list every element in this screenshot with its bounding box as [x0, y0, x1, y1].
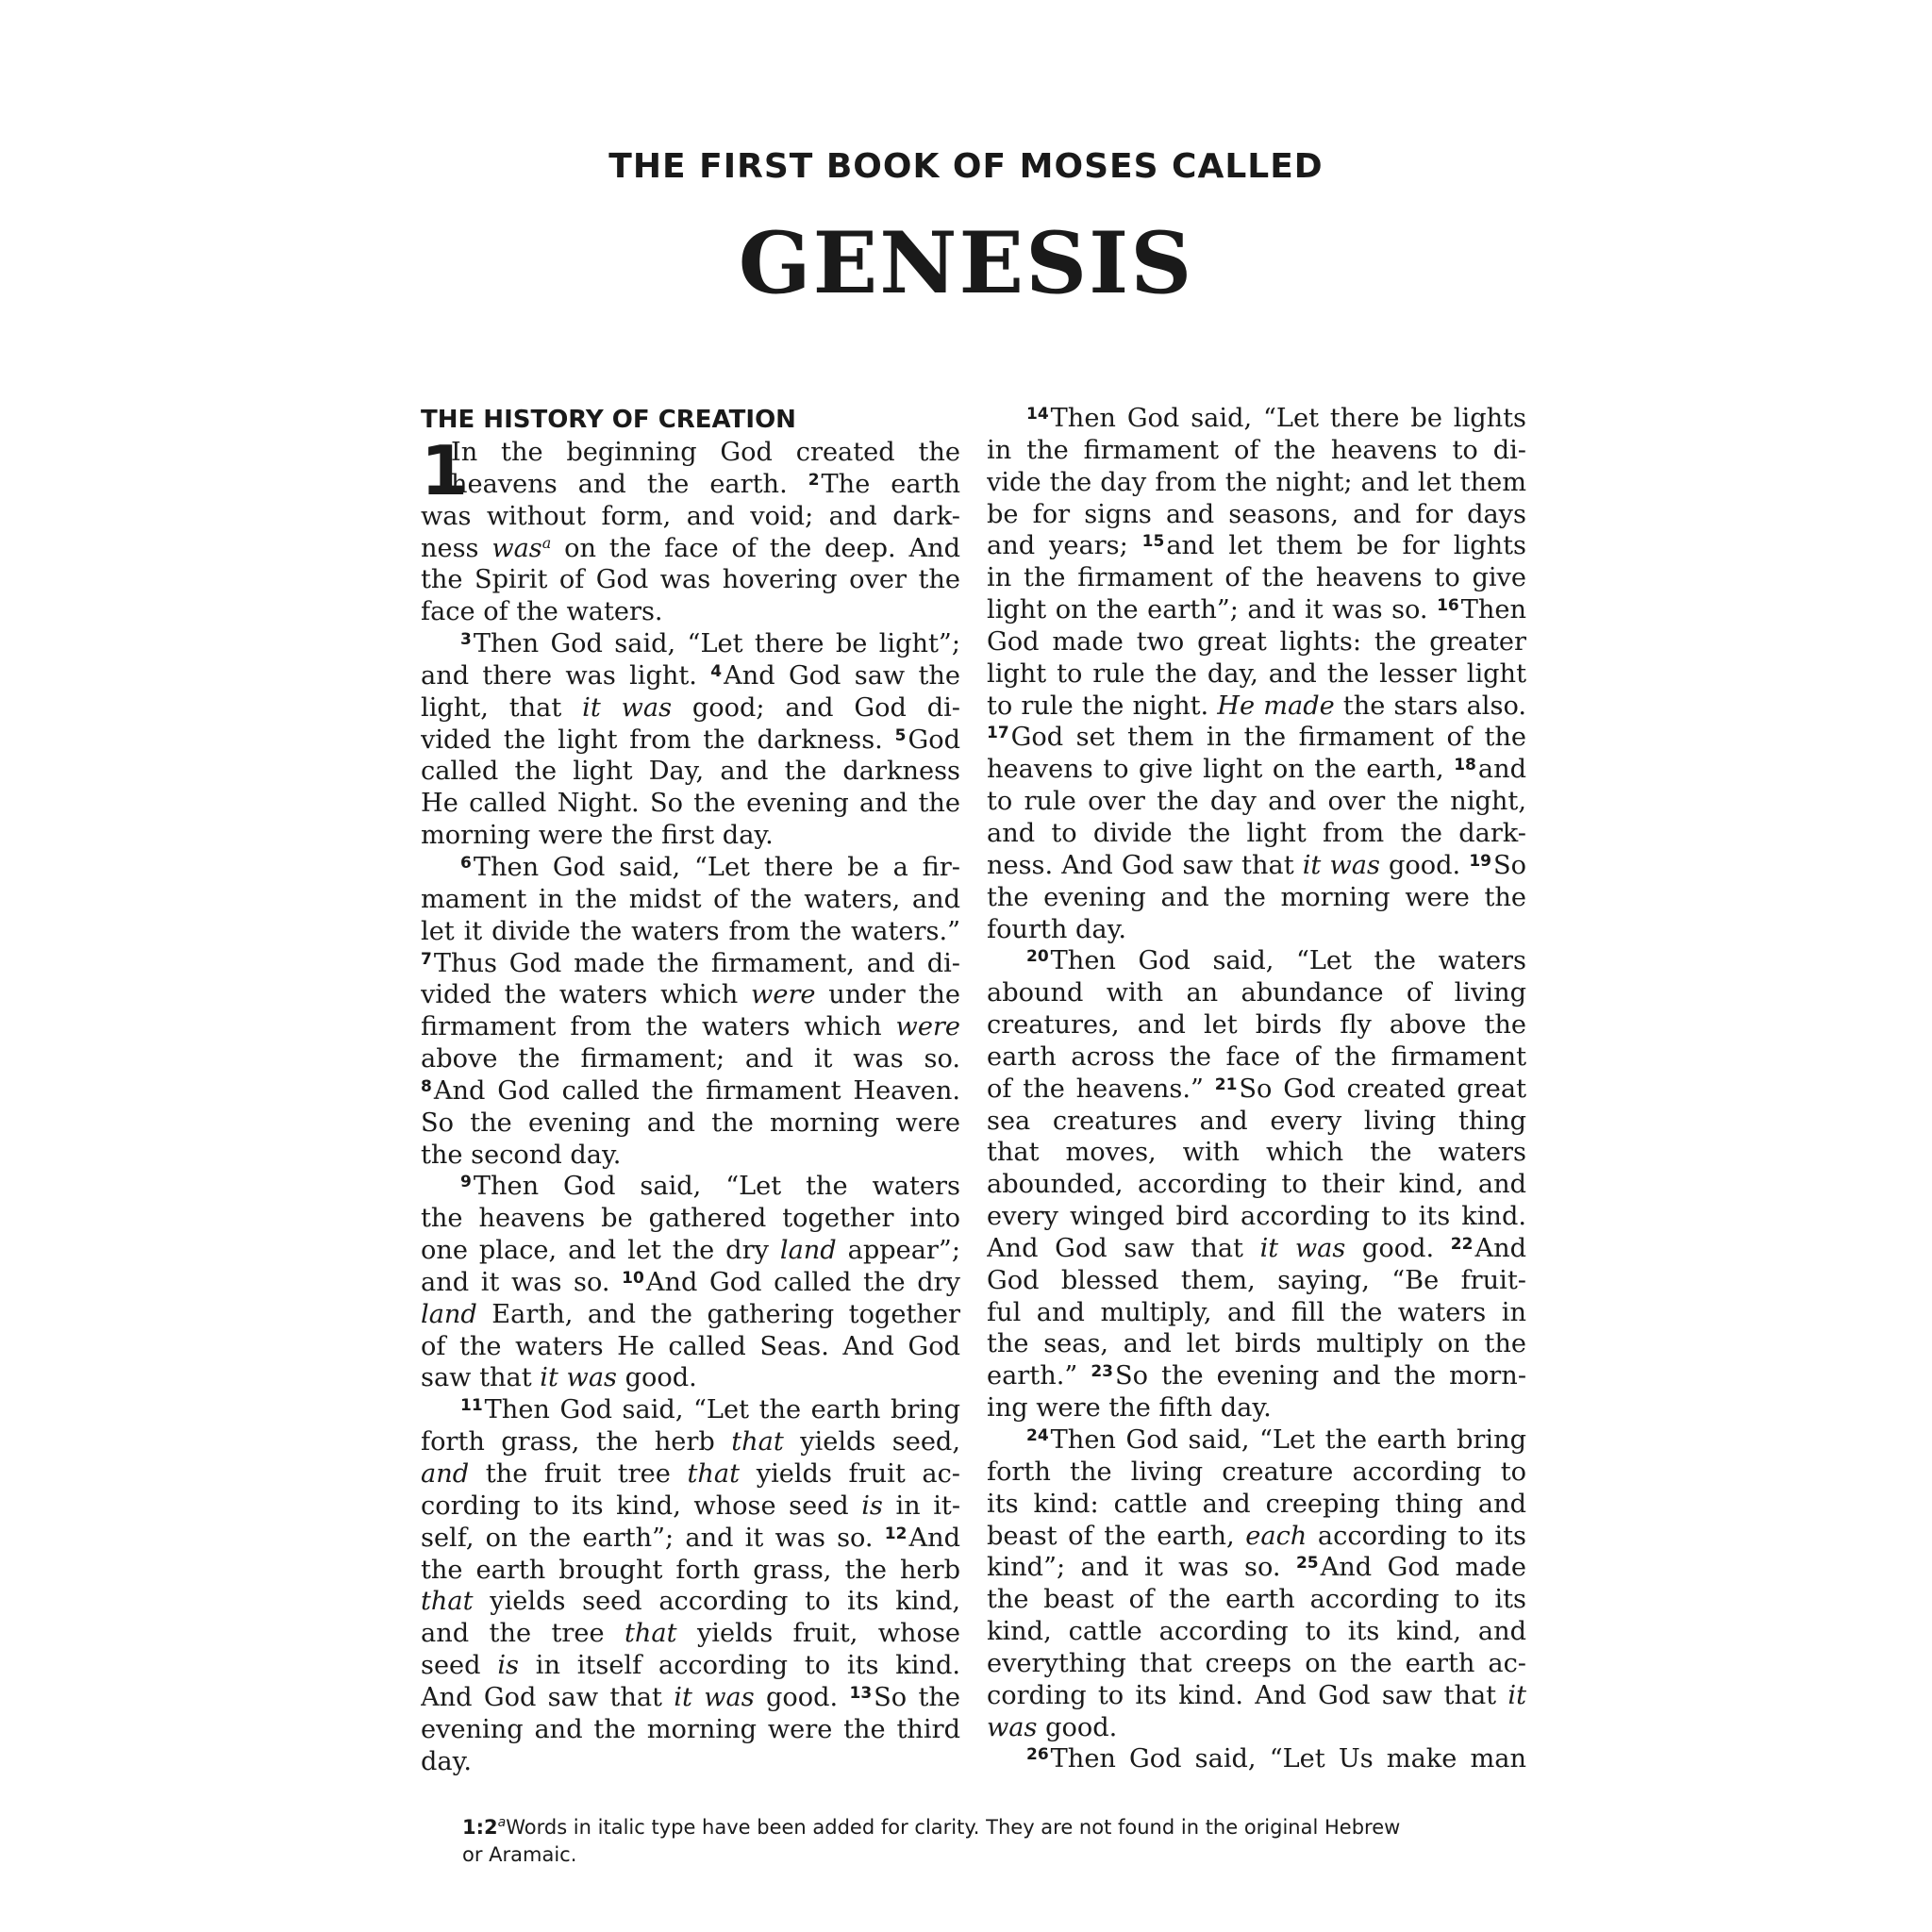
text-line: that moves, with which the waters [987, 1138, 1526, 1168]
text-line: land Earth, and the gathering together [421, 1299, 960, 1329]
text-line: $^{17}$God set them in the firmament of the [987, 723, 1526, 753]
verse-number: 4 [710, 661, 723, 681]
verse-number: 2 [808, 470, 820, 490]
text-line: God blessed them, saying, “Be fruit- [987, 1265, 1526, 1295]
text-line: And God saw that it was good. $^{13}$So the [421, 1682, 960, 1712]
text-line: evening and the morning were the third [421, 1714, 960, 1744]
text-line: cording to its kind. And God saw that it [987, 1680, 1526, 1710]
verse-number: 5 [894, 725, 907, 745]
text-line: $^{11}$Then God said, “Let the earth bring [460, 1395, 960, 1425]
footnote-mark: a [497, 1815, 507, 1830]
text-line: to rule the night. He made the stars also. [987, 691, 1526, 721]
text-line: And God saw that it was good. $^{22}$And [987, 1233, 1526, 1263]
text-line: let it divide the waters from the waters.” [421, 916, 960, 946]
verse-number: 14 [1026, 405, 1049, 424]
text-line: fourth day. [987, 914, 1127, 944]
text-line: ness. And God saw that it was good. $^{19}$So [987, 850, 1526, 880]
text-line: and there was light. $^4$And God saw the [421, 660, 960, 691]
text-line: heavens and the earth. $^2$The earth [451, 469, 960, 499]
verse-number: 7 [421, 949, 432, 969]
text-line: morning were the first day. [421, 821, 774, 851]
verse-number: 21 [1214, 1074, 1238, 1094]
text-line: $^9$Then God said, “Let the waters [460, 1172, 960, 1202]
text-line: the beast of the earth according to its [987, 1585, 1526, 1615]
text-line: was good. [987, 1712, 1118, 1742]
text-line: to rule over the day and over the night, [987, 787, 1526, 817]
text-line: $^8$And God called the firmament Heaven. [421, 1075, 960, 1106]
verse-number: 9 [460, 1173, 472, 1192]
text-line: vided the waters which were under the [421, 980, 960, 1010]
text-line: abounded, according to their kind, and [987, 1170, 1526, 1200]
text-line: So the evening and the morning were [421, 1108, 960, 1138]
text-line: vide the day from the night; and let them [987, 467, 1526, 497]
text-line: $^{24}$Then God said, “Let the earth bring [1026, 1425, 1526, 1455]
footnote [462, 1809, 1519, 1869]
text-line: kind”; and it was so. $^{25}$And God made [987, 1553, 1526, 1583]
text-line: the evening and the morning were the [987, 882, 1526, 912]
text-line: every winged bird according to its kind. [987, 1202, 1526, 1232]
text-line: the heavens be gathered together into [421, 1204, 960, 1234]
verse-number: 8 [421, 1076, 432, 1096]
text-line: firmament from the waters which were [421, 1012, 960, 1042]
text-line: that yields seed according to its kind, [421, 1587, 960, 1617]
text-line: and to divide the light from the dark- [987, 818, 1526, 848]
verse-number: 15 [1141, 532, 1165, 552]
text-line: and it was so. $^{10}$And God called the dry [421, 1267, 960, 1297]
text-line: $^7$Thus God made the firmament, and di- [421, 948, 960, 978]
book-supertitle: THE FIRST BOOK OF MOSES CALLED [608, 147, 1324, 186]
verse-number: 24 [1026, 1426, 1049, 1445]
text-line: and years; $^{15}$and let them be for lights [987, 531, 1526, 561]
footnote-line: 1:2$^a$Words in italic type have been added for clarity. They are not found in the original Hebrew [462, 1815, 1401, 1839]
text-line: seed is in itself according to its kind. [421, 1651, 960, 1681]
text-line: forth the living creature according to [987, 1457, 1526, 1487]
text-line: $^{20}$Then God said, “Let the waters [1026, 946, 1526, 976]
verse-number: 17 [987, 724, 1009, 743]
text-line: God made two great lights: the greater [987, 626, 1526, 657]
text-line: everything that creeps on the earth ac- [987, 1648, 1526, 1678]
verse-number: 10 [622, 1268, 644, 1288]
text-line: in the firmament of the heavens to di- [987, 435, 1526, 465]
text-line: its kind: cattle and creeping thing and [987, 1489, 1526, 1519]
section-heading: THE HISTORY OF CREATION [421, 406, 796, 434]
verse-number: 11 [460, 1396, 483, 1416]
book-title: GENESIS [738, 213, 1194, 313]
text-line: ing were the fifth day. [987, 1393, 1272, 1424]
left-column [421, 403, 960, 1777]
text-line: $^{14}$Then God said, “Let there be lights [1026, 404, 1526, 433]
text-line: one place, and let the dry land appear”; [421, 1236, 960, 1266]
text-line: $^3$Then God said, “Let there be light”; [460, 629, 960, 659]
text-line: ness was$^a$ on the face of the deep. And [421, 533, 960, 563]
text-line: was without form, and void; and dark- [421, 501, 960, 531]
verse-number: 22 [1450, 1234, 1474, 1254]
text-line: called the light Day, and the darkness [421, 757, 960, 787]
text-line: ful and multiply, and fill the waters in [987, 1297, 1526, 1327]
text-line: of the waters He called Seas. And God [421, 1331, 960, 1361]
text-line: the Spirit of God was hovering over the [421, 565, 960, 595]
text-line: and the tree that yields fruit, whose [421, 1619, 960, 1649]
text-line: day. [421, 1746, 473, 1776]
text-line: vided the light from the darkness. $^5$God [421, 724, 960, 755]
verse-number: 20 [1026, 947, 1049, 967]
text-line: the earth brought forth grass, the herb [421, 1555, 960, 1585]
verse-number: 25 [1295, 1554, 1319, 1574]
text-line: beast of the earth, each according to its [987, 1521, 1526, 1551]
verse-number: 13 [849, 1683, 873, 1703]
verse-number: 12 [884, 1524, 908, 1543]
text-line: and the fruit tree that yields fruit ac- [421, 1459, 960, 1489]
verse-number: 6 [460, 853, 472, 873]
right-column [987, 403, 1526, 1775]
text-line: creatures, and let birds fly above the [987, 1010, 1526, 1041]
text-line: of the heavens.” $^{21}$So God created great [987, 1074, 1526, 1104]
text-line: light on the earth”; and it was so. $^{16}$Then [987, 595, 1526, 625]
footnote-marker: a [541, 533, 552, 552]
chapter-number: 1 [421, 431, 469, 510]
footnote-line: or Aramaic. [462, 1843, 577, 1866]
text-line: abound with an abundance of living [987, 978, 1526, 1008]
text-line: the second day. [421, 1140, 622, 1170]
text-line: earth.” $^{23}$So the evening and the morn- [987, 1361, 1526, 1391]
verse-number: 26 [1026, 1745, 1049, 1765]
text-line: face of the waters. [421, 597, 663, 627]
text-line: earth across the face of the firmament [987, 1041, 1526, 1072]
text-line: kind, cattle according to its kind, and [987, 1617, 1526, 1647]
text-line: above the firmament; and it was so. [421, 1044, 960, 1074]
text-line: in the firmament of the heavens to give [987, 563, 1526, 593]
verse-number: 19 [1469, 851, 1491, 871]
footnote-ref: 1:2 [462, 1816, 498, 1839]
verse-number: 23 [1091, 1362, 1114, 1382]
text-line: sea creatures and every living thing [987, 1106, 1526, 1136]
verse-number: 18 [1454, 756, 1476, 775]
chapter-opening [421, 431, 960, 510]
text-line: the seas, and let birds multiply on the [987, 1329, 1526, 1359]
text-line: light, that it was good; and God di- [421, 692, 960, 723]
text-line: self, on the earth”; and it was so. $^{12}$And [421, 1523, 960, 1553]
text-line: be for signs and seasons, and for days [987, 499, 1526, 529]
text-line: saw that it was good. [421, 1363, 697, 1393]
text-line: $^6$Then God said, “Let there be a fir- [460, 852, 960, 882]
verse-number: 16 [1437, 596, 1459, 616]
text-line: light to rule the day, and the lesser light [987, 658, 1526, 689]
text-line: $^{26}$Then God said, “Let Us make man [1026, 1744, 1526, 1774]
verse-number: 3 [460, 630, 472, 650]
text-line: In the beginning God created the [451, 438, 960, 467]
text-line: forth grass, the herb that yields seed, [421, 1427, 960, 1457]
text-line: cording to its kind, whose seed is in it- [421, 1491, 960, 1521]
text-line: mament in the midst of the waters, and [421, 884, 960, 914]
text-line: heavens to give light on the earth, $^{18}$and [987, 755, 1526, 785]
text-line: He called Night. So the evening and the [421, 789, 960, 819]
